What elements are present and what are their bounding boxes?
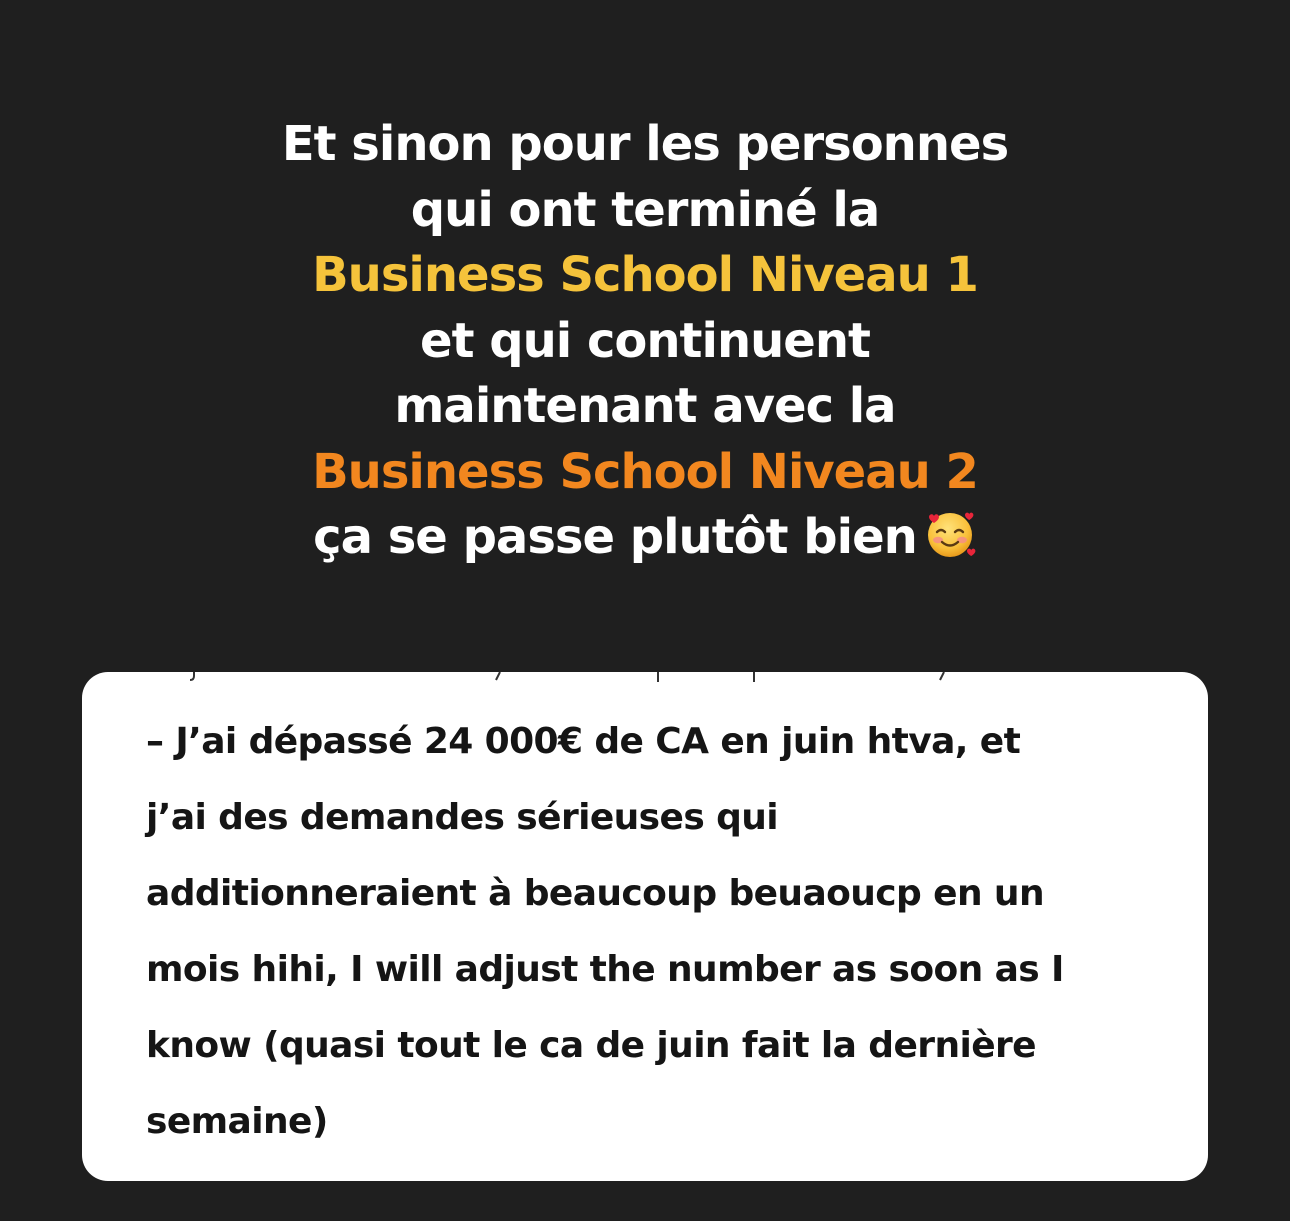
headline-line-7-text: ça se passe plutôt bien (313, 509, 917, 565)
message-body (146, 704, 1196, 1160)
headline-line-4: et qui continuent (420, 312, 870, 369)
headline-line-2: qui ont terminé la (410, 181, 880, 238)
message-line: semaine) (146, 1101, 328, 1142)
message-line: j’ai des demandes sérieuses qui (146, 797, 779, 838)
message-line: – J’ai dépassé 24 000€ de CA en juin htva, et (146, 721, 1021, 762)
headline-highlight-level-2: Business School Niveau 2 (312, 443, 978, 500)
smiling-face-with-hearts-icon (923, 507, 977, 561)
message-line: mois hihi, I will adjust the number as soon as I (146, 949, 1064, 990)
headline-line-7 (0, 505, 1290, 571)
story-headline (0, 112, 1290, 571)
headline-line-1: Et sinon pour les personnes (281, 116, 1009, 172)
headline-line-5: maintenant avec la (394, 378, 896, 434)
message-line: know (quasi tout le ca de juin fait la dernière (146, 1025, 1036, 1066)
cropped-text-remnant (82, 672, 1208, 686)
headline-highlight-level-1: Business School Niveau 1 (312, 247, 978, 303)
message-card (82, 672, 1208, 1181)
message-line: additionneraient à beaucoup beuaoucp en un (146, 873, 1044, 914)
